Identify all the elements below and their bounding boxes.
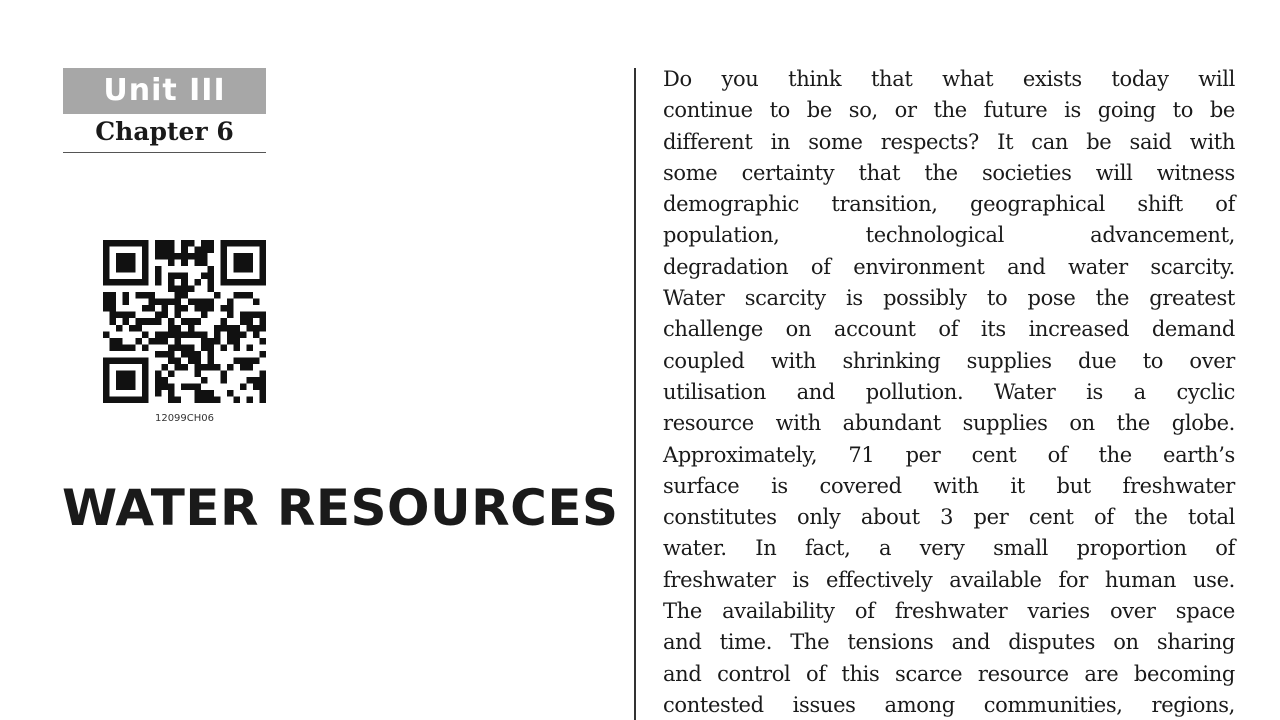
chapter-label: Chapter 6 xyxy=(63,114,266,153)
body-line: Water scarcity is possibly to pose the greatest xyxy=(663,286,1235,311)
body-line: utilisation and pollution. Water is a cyclic xyxy=(663,379,1235,404)
unit-label: Unit III xyxy=(63,68,266,114)
body-line: continue to be so, or the future is going to be xyxy=(663,98,1235,123)
body-line: surface is covered with it but freshwater xyxy=(663,473,1235,498)
qr-code-icon[interactable] xyxy=(103,240,266,403)
chapter-title: WATER RESOURCES xyxy=(62,479,619,537)
body-line: resource with abundant supplies on the globe. xyxy=(663,411,1235,436)
body-line: demographic transition, geographical shift of xyxy=(663,192,1235,217)
body-line: contested issues among communities, regions, xyxy=(663,692,1235,717)
column-divider xyxy=(634,68,636,720)
qr-code-id: 12099CH06 xyxy=(154,413,215,424)
body-line: water. In fact, a very small proportion of xyxy=(663,536,1235,561)
body-line: and time. The tensions and disputes on sharing xyxy=(663,630,1235,655)
body-line: challenge on account of its increased demand xyxy=(663,317,1235,342)
body-line: Do you think that what exists today will xyxy=(663,67,1235,91)
body-line: Approximately, 71 per cent of the earth’s xyxy=(663,442,1235,467)
body-line: population, technological advancement, xyxy=(663,223,1235,248)
body-line: degradation of environment and water scarcity. xyxy=(663,254,1235,279)
body-line: The availability of freshwater varies over space xyxy=(663,599,1235,624)
body-line: constitutes only about 3 per cent of the total xyxy=(663,505,1235,530)
body-line: freshwater is effectively available for human use. xyxy=(663,567,1235,592)
body-line: some certainty that the societies will witness xyxy=(663,160,1235,185)
body-line: and control of this scarce resource are becoming xyxy=(663,661,1235,686)
body-line: coupled with shrinking supplies due to over xyxy=(663,348,1235,373)
body-paragraph xyxy=(663,64,1235,720)
body-line: different in some respects? It can be said with xyxy=(663,129,1235,154)
